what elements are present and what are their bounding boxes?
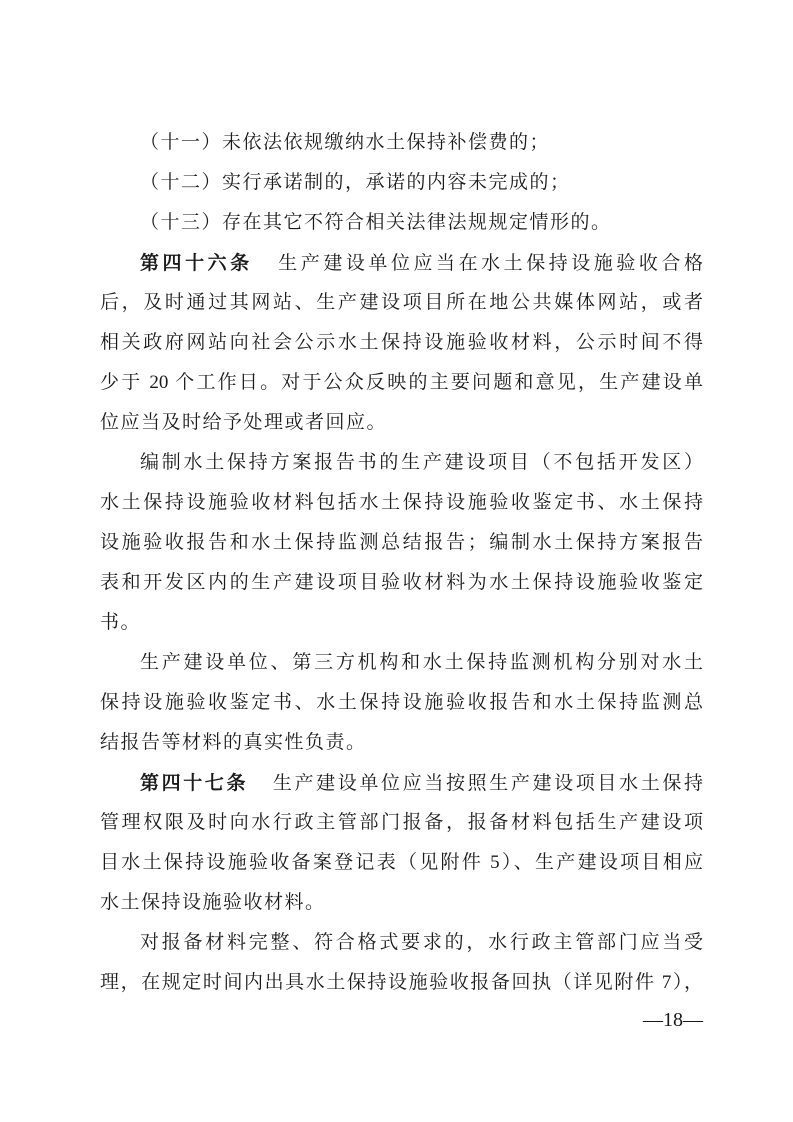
line-text: （十二）实行承诺制的，承诺的内容未完成的；	[140, 172, 571, 193]
paragraph	[100, 643, 703, 763]
text-line	[100, 563, 703, 603]
line-text: 后，及时通过其网站、生产建设项目所在地公共媒体网站，或者	[100, 292, 703, 313]
text-line	[100, 363, 703, 403]
article-heading: 第四十七条	[140, 772, 249, 794]
line-text: 理，在规定时间内出具水土保持设施验收报备回执（详见附件 7），	[100, 972, 703, 993]
document-body	[100, 123, 703, 1003]
line-text: 目水土保持设施验收备案登记表（见附件 5）、生产建设项目相应	[100, 852, 703, 873]
paragraph	[100, 203, 703, 243]
text-line	[100, 643, 703, 683]
article-paragraph	[100, 243, 703, 443]
text-line	[100, 723, 703, 763]
line-text: 管理权限及时向水行政主管部门报备，报备材料包括生产建设项	[100, 812, 703, 833]
text-line	[100, 803, 703, 843]
line-text: 生产建设单位、第三方机构和水土保持监测机构分别对水土	[140, 652, 703, 673]
text-line	[100, 163, 703, 203]
text-line	[100, 843, 703, 883]
text-line	[100, 883, 703, 923]
page-number: —18—	[643, 1009, 703, 1031]
text-line	[100, 483, 703, 523]
line-text: 少于 20 个工作日。对于公众反映的主要问题和意见，生产建设单	[100, 372, 703, 393]
paragraph	[100, 123, 703, 163]
line-text: 书。	[100, 612, 142, 633]
line-text: 位应当及时给予处理或者回应。	[100, 412, 388, 433]
line-text: 编制水土保持方案报告书的生产建设项目（不包括开发区）	[140, 452, 703, 473]
text-line	[100, 203, 703, 243]
text-line	[100, 323, 703, 363]
line-text: 水土保持设施验收材料包括水土保持设施验收鉴定书、水土保持	[100, 492, 703, 513]
text-line	[100, 283, 703, 323]
line-text: 表和开发区内的生产建设项目验收材料为水土保持设施验收鉴定	[100, 572, 703, 593]
paragraph	[100, 443, 703, 643]
line-text: 设施验收报告和水土保持监测总结报告；编制水土保持方案报告	[100, 532, 703, 553]
line-text: 相关政府网站向社会公示水土保持设施验收材料，公示时间不得	[100, 332, 703, 353]
text-line	[100, 443, 703, 483]
text-line	[100, 123, 703, 163]
line-text: 对报备材料完整、符合格式要求的，水行政主管部门应当受	[140, 932, 703, 953]
text-line	[100, 763, 703, 803]
text-line	[100, 683, 703, 723]
paragraph	[100, 163, 703, 203]
line-text: （十三）存在其它不符合相关法律法规规定情形的。	[140, 212, 612, 233]
line-text: （十一）未依法依规缴纳水土保持补偿费的；	[140, 132, 551, 153]
text-line	[100, 923, 703, 963]
line-text: 生产建设单位应当在水土保持设施验收合格	[274, 253, 703, 274]
text-line	[100, 403, 703, 443]
article-paragraph	[100, 763, 703, 923]
line-text: 结报告等材料的真实性负责。	[100, 732, 367, 753]
text-line	[100, 603, 703, 643]
text-line	[100, 523, 703, 563]
text-line	[100, 243, 703, 283]
paragraph	[100, 923, 703, 1003]
article-heading: 第四十六条	[140, 252, 253, 274]
line-text: 保持设施验收鉴定书、水土保持设施验收报告和水土保持监测总	[100, 692, 703, 713]
text-line	[100, 963, 703, 1003]
line-text: 水土保持设施验收材料。	[100, 892, 326, 913]
line-text: 生产建设单位应当按照生产建设项目水土保持	[270, 773, 703, 794]
